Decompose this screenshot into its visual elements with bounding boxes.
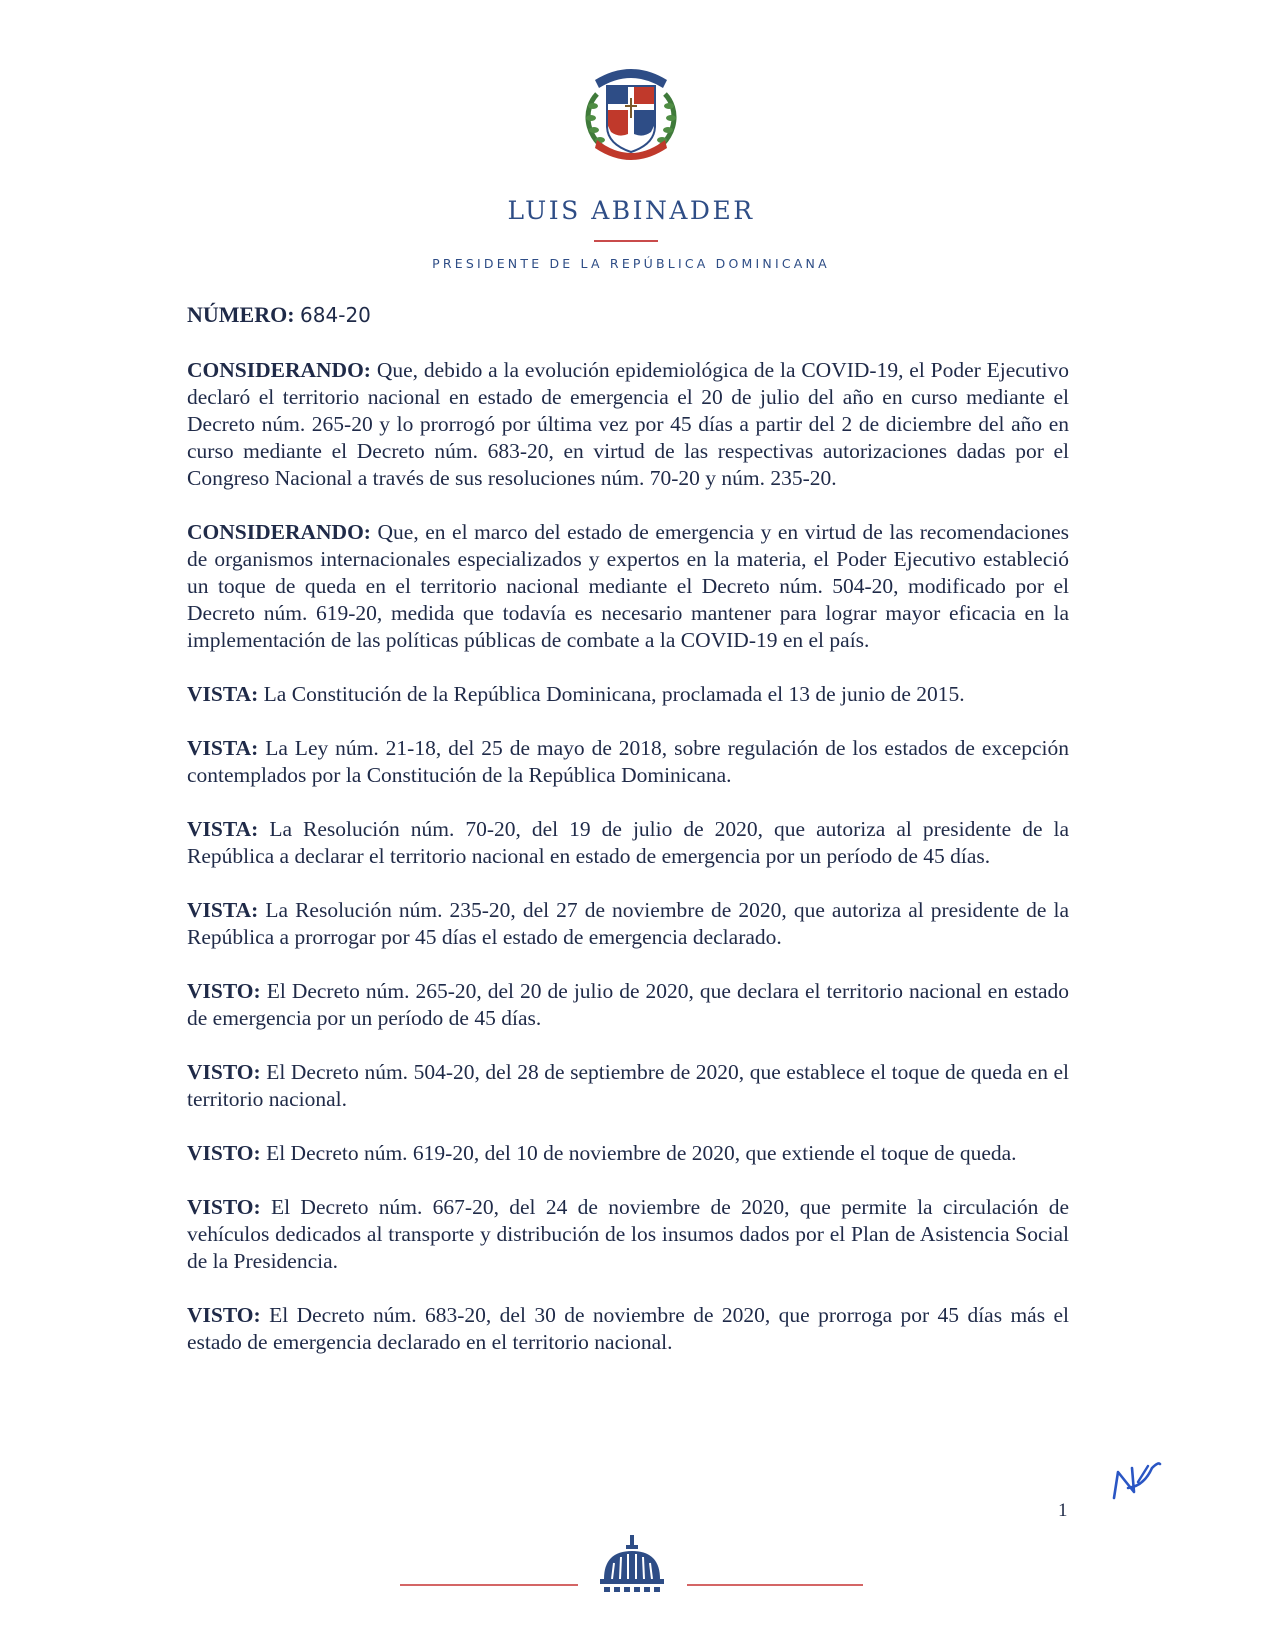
palace-dome-icon xyxy=(598,1535,666,1597)
paragraph-text: El Decreto núm. 504-20, del 28 de septiembre de 2020, que establece el toque de queda en el territorio nacional. xyxy=(187,1060,1070,1111)
president-title: PRESIDENTE DE LA REPÚBLICA DOMINICANA xyxy=(432,256,830,271)
paragraph-text: El Decreto núm. 667-20, del 24 de noviembre de 2020, que permite la circulación de vehículos dedicados al transporte y distribución de los insumos dados por el Plan de Asistencia Social de la Presidencia. xyxy=(187,1195,1070,1273)
paragraph-text: La Resolución núm. 235-20, del 27 de noviembre de 2020, que autoriza al presidente de la República a prorrogar por 45 días el estado de emergencia declarado. xyxy=(187,898,1070,949)
paragraph-text: La Resolución núm. 70-20, del 19 de julio de 2020, que autoriza al presidente de la República a declarar el territorio nacional en estado de emergencia por un período de 45 días. xyxy=(187,817,1070,868)
decree-number-value: 684-20 xyxy=(300,303,371,327)
paragraph-text: La Constitución de la República Dominicana, proclamada el 13 de junio de 2015. xyxy=(263,682,965,706)
paragraph-label: VISTO: xyxy=(187,1303,261,1327)
paragraph xyxy=(187,897,1069,951)
paragraph-text: El Decreto núm. 619-20, del 10 de noviembre de 2020, que extiende el toque de queda. xyxy=(266,1141,1017,1165)
paragraph-text: El Decreto núm. 683-20, del 30 de noviembre de 2020, que prorroga por 45 días más el estado de emergencia declarado en el territorio nacional. xyxy=(187,1303,1070,1354)
paragraph-label: VISTA: xyxy=(187,736,259,760)
page-number: 1 xyxy=(1058,1500,1068,1521)
paragraph xyxy=(187,1059,1069,1113)
president-name: LUIS ABINADER xyxy=(507,196,755,225)
paragraph-label: VISTO: xyxy=(187,1141,261,1165)
paragraph xyxy=(187,816,1069,870)
name-underline xyxy=(594,240,658,242)
handwritten-initials xyxy=(1108,1458,1164,1504)
paragraph xyxy=(187,357,1069,492)
paragraph-label: VISTA: xyxy=(187,682,259,706)
footer-rule-right xyxy=(687,1584,863,1586)
footer-rule-left xyxy=(400,1584,578,1586)
paragraph-label: CONSIDERANDO: xyxy=(187,520,371,544)
paragraph xyxy=(187,519,1069,654)
paragraph-label: VISTO: xyxy=(187,1060,261,1084)
coat-of-arms-icon xyxy=(575,54,687,166)
paragraph-text: La Ley núm. 21-18, del 25 de mayo de 2018, sobre regulación de los estados de excepción contemplados por la Constitución de la República Dominicana. xyxy=(187,736,1069,787)
paragraph xyxy=(187,1302,1069,1356)
paragraph-text: Que, en el marco del estado de emergencia y en virtud de las recomendaciones de organismos internacionales especializados y expertos en la materia, el Poder Ejecutivo estableció un toque de queda en el territorio nacional mediante el Decreto núm. 504-20, modificado por el Decreto núm. 619-20, medida que todavía es necesario mantener para lograr mayor eficacia en la implementación de las políticas públicas de combate a la COVID-19 en el país. xyxy=(187,520,1069,652)
paragraph xyxy=(187,681,1069,708)
document-body xyxy=(187,357,1069,1383)
paragraph-text: Que, debido a la evolución epidemiológica de la COVID-19, el Poder Ejecutivo declaró el territorio nacional en estado de emergencia el 20 de julio del año en curso mediante el Decreto núm. 265-20 y lo prorrogó por última vez por 45 días a partir del 2 de diciembre del año en curso mediante el Decreto núm. 683-20, en virtud de las respectivas autorizaciones dadas por el Congreso Nacional a través de sus resoluciones núm. 70-20 y núm. 235-20. xyxy=(187,358,1070,490)
paragraph-label: VISTA: xyxy=(187,817,259,841)
paragraph xyxy=(187,735,1069,789)
paragraph-text: El Decreto núm. 265-20, del 20 de julio de 2020, que declara el territorio nacional en estado de emergencia por un período de 45 días. xyxy=(187,979,1070,1030)
paragraph xyxy=(187,1140,1069,1167)
paragraph xyxy=(187,978,1069,1032)
paragraph xyxy=(187,1194,1069,1275)
decree-number xyxy=(187,302,371,328)
paragraph-label: VISTO: xyxy=(187,1195,261,1219)
paragraph-label: VISTA: xyxy=(187,898,259,922)
paragraph-label: CONSIDERANDO: xyxy=(187,358,371,382)
paragraph-label: VISTO: xyxy=(187,979,261,1003)
decree-number-label: NÚMERO: xyxy=(187,302,295,327)
